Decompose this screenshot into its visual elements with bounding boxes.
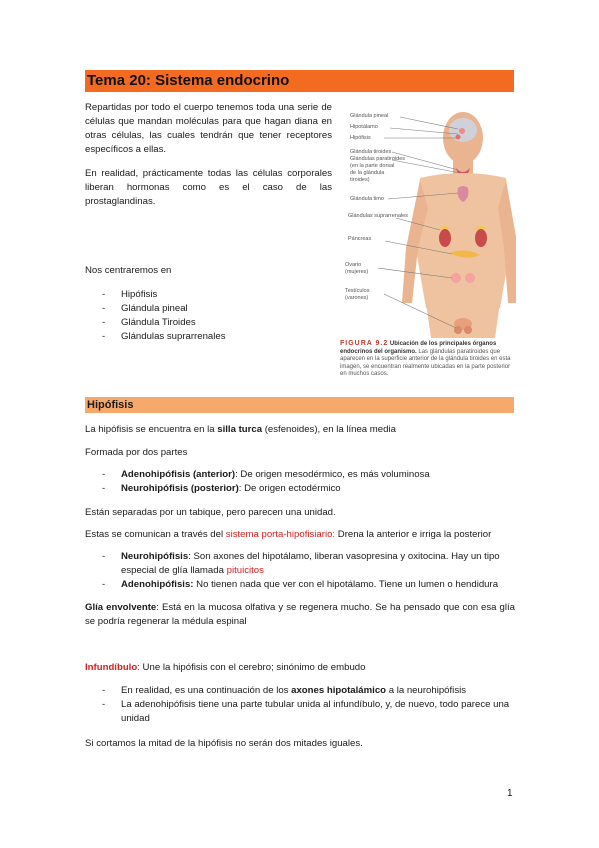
caption-title: Ubicación de los principales órganos endocrinos del organismo. [340, 341, 497, 355]
intro-paragraph-2: En realidad, prácticamente todas las células corporales liberan hormonas como es el caso de las prostaglandinas. [85, 168, 332, 207]
hipofisis-parts-list [85, 468, 515, 496]
figure-number: FIGURA 9.2 [340, 340, 389, 347]
figure-label: Testículos [345, 288, 370, 294]
list-item: - Hipófisis [85, 288, 335, 302]
figure-label: Glándulas paratiroides [350, 156, 406, 162]
figure-label: Hipófisis [350, 135, 371, 141]
section-heading-hipofisis: Hipófisis [85, 397, 514, 413]
communication-list [85, 550, 515, 592]
figure-caption [340, 340, 516, 379]
figure-label: de la glándula [350, 170, 385, 176]
infundibulo-list [85, 684, 515, 726]
figure-label: tiroides) [350, 177, 370, 183]
last-paragraph: Si cortamos la mitad de la hipófisis no serán dos mitades iguales. [85, 738, 363, 749]
focus-intro: Nos centraremos en [85, 265, 172, 276]
page-title: Tema 20: Sistema endocrino [85, 70, 514, 92]
infundibulo-paragraph: Infundíbulo: Une la hipófisis con el cerebro; sinónimo de embudo [85, 662, 366, 673]
figure-label: Glándula pineal [350, 113, 389, 119]
intro-paragraph-1: Repartidas por todo el cuerpo tenemos toda una serie de células que mandan moléculas para que hagan diana en otras células, las cuales tendrán que tener receptores específicos a ellas. [85, 102, 332, 155]
figure-label: Glándulas suprarrenales [348, 213, 408, 219]
list-item: - Adenohipófisis (anterior): De origen mesodérmico, es más voluminosa [85, 468, 515, 482]
list-item: - Glándulas suprarrenales [85, 330, 335, 344]
list-item: - Glándula Tiroides [85, 316, 335, 330]
porta-paragraph: Estas se comunican a través del sistema porta-hipofisiario: Drena la anterior e irriga la posterior [85, 529, 492, 540]
tabique-paragraph: Están separadas por un tabique, pero parecen una unidad. [85, 507, 336, 518]
figure-label: Páncreas [348, 236, 372, 242]
figure-label: Ovario [345, 262, 362, 268]
list-item: - La adenohipófisis tiene una parte tubular unida al infundíbulo, y, de nuevo, todo parece una unidad [85, 698, 515, 726]
figure-label: (mujeres) [345, 269, 369, 275]
hipofisis-parts-intro: Formada por dos partes [85, 447, 188, 458]
list-item: - Neurohipófisis (posterior): De origen ectodérmico [85, 482, 515, 496]
figure-label: (en la parte dorsal [350, 163, 395, 169]
figure-label: (varones) [345, 295, 369, 301]
glia-paragraph: Glía envolvente: Está en la mucosa olfativa y se regenera mucho. Se ha pensado que con esa glía se podría regenerar la médula espinal [85, 602, 516, 627]
page-number: 1 [507, 788, 513, 799]
figure-label: Hipotálamo [350, 124, 378, 130]
figure-label: Glándula tiroides [350, 149, 392, 155]
list-item: - Glándula pineal [85, 302, 335, 316]
list-item: - Adenohipófisis: No tienen nada que ver con el hipotálamo. Tiene un lumen o hendidura [85, 578, 515, 592]
list-item: - Neurohipófisis: Son axones del hipotálamo, liberan vasopresina y oxitocina. Hay un tipo especial de glía llamada pituicitos [85, 550, 515, 578]
hipofisis-location: La hipófisis se encuentra en la silla turca (esfenoides), en la línea media [85, 424, 396, 435]
list-item: - En realidad, es una continuación de los axones hipotalámico a la neurohipófisis [85, 684, 515, 698]
focus-list [85, 288, 335, 344]
caption-text: Las glándulas paratiroides que aparecen en la superficie anterior de la glándula tiroides en esta imagen, se encuentran realmente ubicadas en la parte posterior en muchos casos. [340, 348, 511, 377]
figure-label: Glándula timo [350, 196, 384, 202]
